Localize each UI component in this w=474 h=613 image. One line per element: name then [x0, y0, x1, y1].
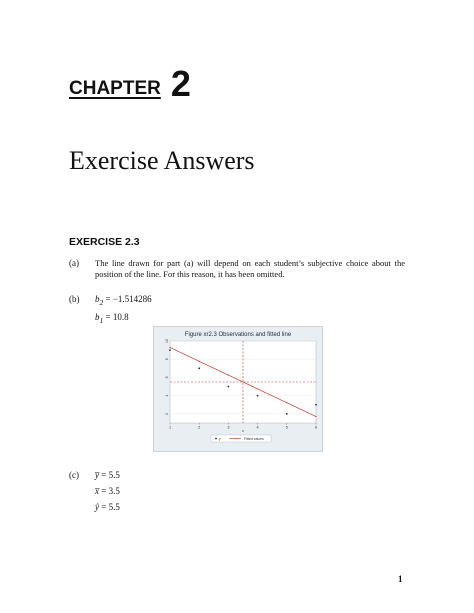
- scatter-chart: [154, 327, 322, 451]
- equation-b1-symbol: b: [95, 312, 100, 322]
- legend: [211, 435, 271, 442]
- legend-marker-y: [215, 438, 217, 440]
- equation-ybar-symbol: y̅: [95, 470, 99, 480]
- legend-label-y: y: [219, 436, 221, 441]
- equation-yhat: [95, 502, 120, 512]
- fitted-point-1: [199, 361, 200, 362]
- x-tick-label-1: 2: [198, 425, 201, 430]
- part-b-label: (b): [69, 294, 80, 304]
- x-tick-label-3: 4: [256, 425, 259, 430]
- equation-b2-value: = −1.514286: [103, 294, 152, 304]
- equation-xbar: [95, 486, 120, 496]
- data-point-3: [257, 395, 259, 397]
- y-tick-label-4: 10: [165, 339, 169, 343]
- x-tick-label-2: 3: [227, 425, 230, 430]
- fitted-point-5: [315, 416, 316, 417]
- page-number: 1: [398, 574, 403, 584]
- legend-marker-fitted: [234, 438, 235, 439]
- equation-b2-symbol: b: [95, 294, 100, 304]
- data-point-0: [169, 349, 171, 351]
- part-a-text: The line drawn for part (a) will depend on each student’s subjective choice about the position of the line. For this reason, it has been omitted.: [95, 258, 405, 279]
- fitted-point-2: [228, 374, 229, 375]
- chart-title: Figure xr2.3 Observations and fitted line: [184, 332, 292, 338]
- equation-ybar-value: = 5.5: [99, 470, 120, 480]
- equation-yhat-value: = 5.5: [99, 502, 120, 512]
- page-title: Exercise Answers: [69, 146, 255, 175]
- y-tick-label-1: 4: [165, 394, 169, 397]
- equation-ybar: [95, 470, 120, 480]
- equation-b1: [95, 312, 129, 325]
- equation-yhat-symbol: ŷ: [95, 502, 99, 512]
- data-point-4: [286, 413, 288, 415]
- legend-label-fitted: Fitted values: [244, 436, 264, 441]
- x-tick-label-5: 6: [314, 425, 318, 430]
- fitted-point-0: [169, 347, 170, 348]
- equation-xbar-symbol: x̅: [95, 486, 99, 496]
- exercise-heading: EXERCISE 2.3: [69, 236, 140, 248]
- y-tick-label-0: 2: [165, 412, 169, 415]
- equation-b2-sub: 2: [99, 297, 104, 307]
- part-a-label: (a): [69, 258, 79, 268]
- chapter-number: 2: [170, 63, 191, 104]
- y-tick-label-3: 8: [165, 358, 169, 361]
- fitted-point-4: [286, 402, 287, 403]
- data-point-5: [315, 404, 317, 406]
- part-c-label: (c): [69, 470, 79, 480]
- x-tick-label-4: 5: [285, 425, 288, 430]
- data-point-1: [198, 367, 200, 369]
- fitted-point-3: [257, 388, 258, 389]
- chapter-word: CHAPTER: [69, 78, 161, 99]
- data-point-2: [228, 386, 230, 388]
- figure-panel: [153, 326, 323, 452]
- equation-b1-value: = 10.8: [103, 312, 129, 322]
- x-axis-label: x: [242, 428, 244, 433]
- x-tick-label-0: 1: [168, 425, 172, 430]
- y-tick-label-2: 6: [165, 376, 169, 379]
- equation-xbar-value: = 3.5: [99, 486, 120, 496]
- equation-b2: [95, 294, 152, 307]
- chapter-heading: [69, 63, 191, 104]
- equation-b1-sub: 1: [99, 315, 104, 325]
